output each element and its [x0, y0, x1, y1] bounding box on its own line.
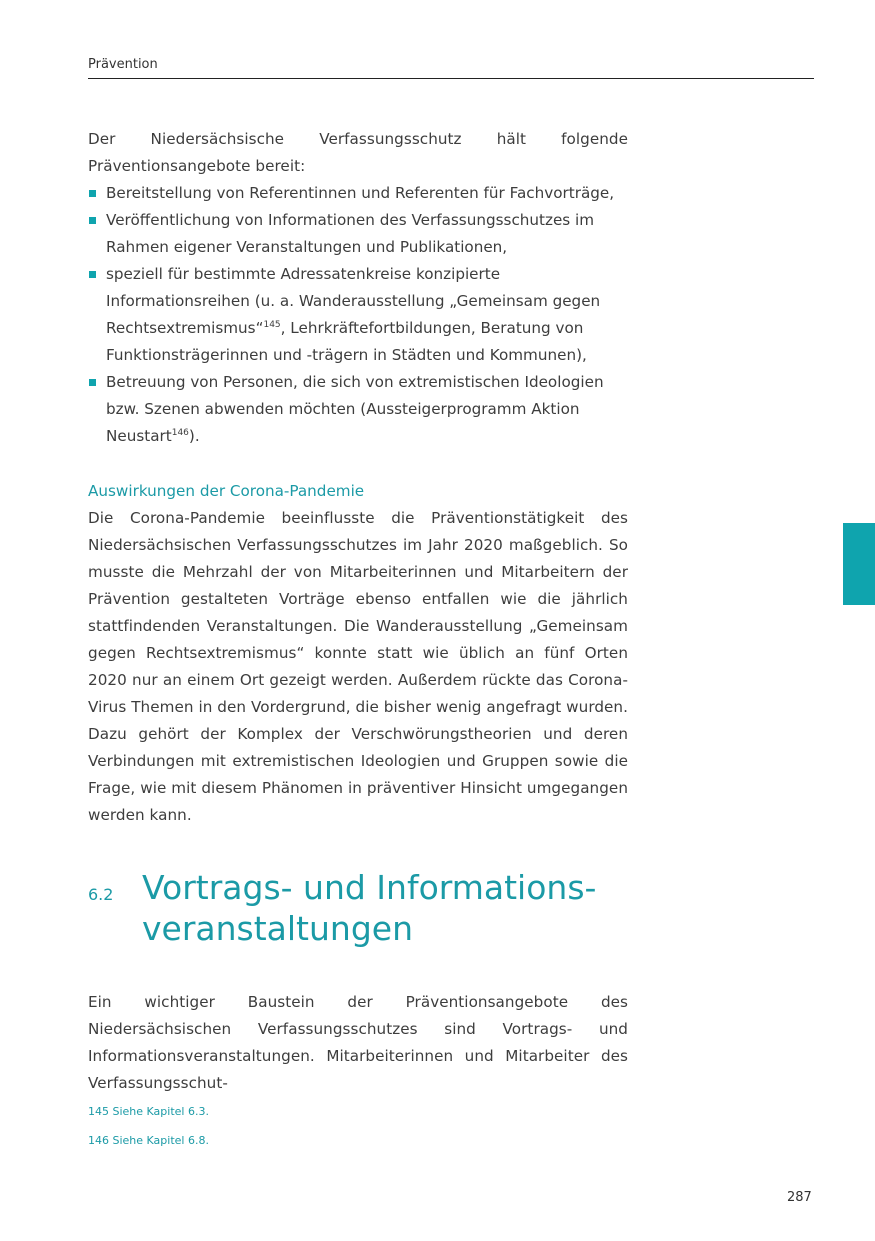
list-item: [88, 369, 628, 450]
footnote: [88, 1134, 209, 1147]
section-title-line: veranstaltungen: [142, 909, 413, 948]
footnote-number: 145: [88, 1105, 109, 1118]
list-item-text: speziell für bestimmte Adressatenkreise konzipierte Informationsreihen (u. a. Wanderausstellung „Gemeinsam gegen Rechtsextremismus“: [106, 265, 601, 337]
section-number: 6.2: [88, 885, 114, 904]
list-item: [88, 180, 628, 207]
bullet-square-icon: [89, 379, 96, 386]
footnote-ref[interactable]: 145: [263, 320, 281, 330]
footnote: [88, 1105, 209, 1118]
footnote-number: 146: [88, 1134, 109, 1147]
footnote-text: Siehe Kapitel 6.3.: [112, 1105, 209, 1118]
list-item: [88, 207, 628, 261]
corona-subheading: Auswirkungen der Corona-Pandemie: [88, 482, 365, 500]
list-item-text: Betreuung von Personen, die sich von extremistischen Ideologien bzw. Szenen abwenden möchten (Aussteigerprogramm Aktion Neustart: [106, 373, 604, 445]
bullet-square-icon: [89, 271, 96, 278]
bullet-square-icon: [89, 190, 96, 197]
header-rule: [88, 78, 814, 79]
section-paragraph: Ein wichtiger Baustein der Präventionsangebote des Niedersächsischen Verfassungsschutzes sind Vortrags- und Informationsveranstaltungen. Mitarbeiterinnen und Mitarbeiter des Verfassungsschut-: [88, 993, 628, 1092]
bullet-square-icon: [89, 217, 96, 224]
section-title: [142, 867, 662, 949]
list-item-text: ).: [188, 427, 200, 445]
corona-paragraph: Die Corona-Pandemie beeinflusste die Präventionstätigkeit des Niedersächsischen Verfassungsschutzes im Jahr 2020 maßgeblich. So musste die Mehrzahl der von Mitarbeiterinnen und Mitarbeitern der Prävention gestalteten Vorträge ebenso entfallen wie die jährlich stattfindenden Veranstaltungen. Die Wanderausstellung „Gemeinsam gegen Rechtsextremismus“ konnte statt wie üblich an fünf Orten 2020 nur an einem Ort gezeigt werden. Außerdem rückte das Corona-Virus Themen in den Vordergrund, die bisher wenig angefragt wurden. Dazu gehört der Komplex der Verschwörungstheorien und deren Verbindungen mit extremistischen Ideologien und Gruppen sowie die Frage, wie mit diesem Phänomen in präventiver Hinsicht umgegangen werden kann.: [88, 509, 628, 824]
page-number: 287: [787, 1190, 812, 1205]
footnote-text: Siehe Kapitel 6.8.: [112, 1134, 209, 1147]
offer-list: [88, 180, 628, 450]
list-item-text: , Lehrkräftefortbildungen, Beratung von Funktionsträgerinnen und -trägern in Städten und Kommunen),: [106, 319, 587, 364]
chapter-tab-marker: [843, 523, 875, 605]
list-item-text: Bereitstellung von Referentinnen und Referenten für Fachvorträge,: [106, 184, 615, 202]
running-header: Prävention: [88, 57, 158, 72]
section-body: [88, 989, 628, 1097]
footnote-ref[interactable]: 146: [171, 428, 189, 438]
intro-block: [88, 126, 628, 450]
list-item-text: Veröffentlichung von Informationen des Verfassungsschutzes im Rahmen eigener Veranstaltungen und Publikationen,: [106, 211, 595, 256]
section-title-line: Vortrags- und Informations-: [142, 868, 597, 907]
list-item: [88, 261, 628, 369]
corona-block: [88, 505, 628, 829]
intro-paragraph: Der Niedersächsische Verfassungsschutz hält folgende Präventionsangebote bereit:: [88, 130, 628, 175]
